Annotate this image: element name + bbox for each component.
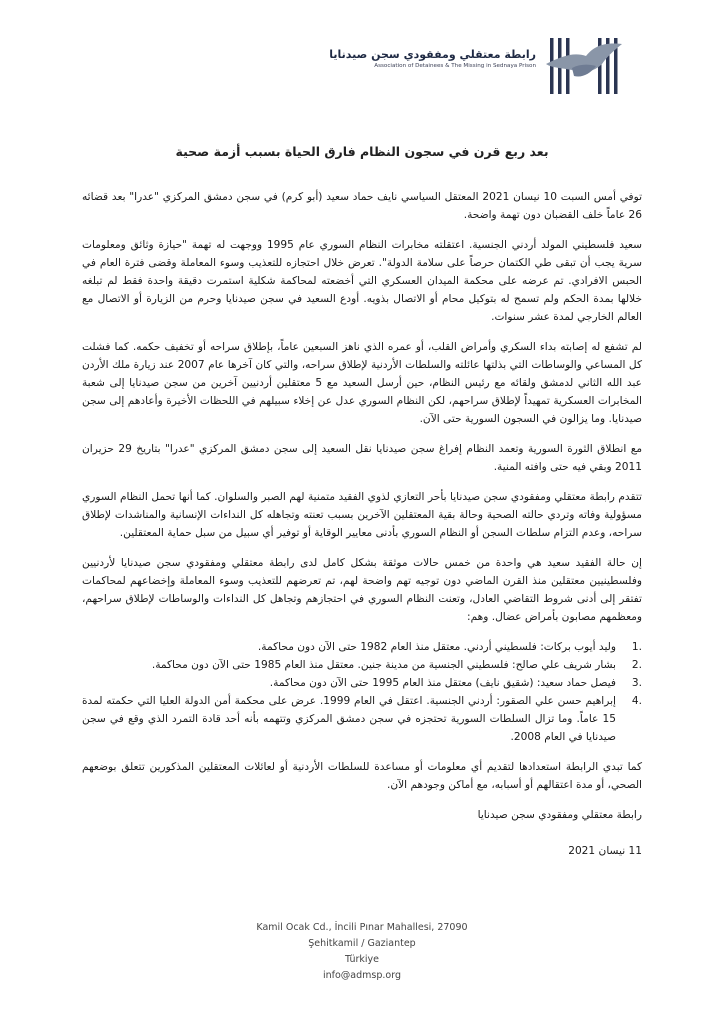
address-line: Şehitkamil / Gaziantep (308, 938, 416, 949)
signature: رابطة معتقلي ومفقودي سجن صيدنايا (477, 809, 642, 821)
list-item (82, 656, 642, 674)
list-number: 4. (631, 695, 642, 707)
closing-paragraph: كما تبدي الرابطة استعدادها لتقديم أي معلومات أو مساعدة للسلطات الأردنية أو لعائلات المعتقلين المذكورين تتعلق بوضعهم الصحي، أو مدة اعتقالهم أو أسبابه، مع أماكن وجودهم الآن. (82, 761, 642, 791)
bird-bars-icon (542, 34, 628, 98)
list-number: 2. (631, 659, 642, 671)
logo-arabic-name: رابطة معتقلي ومفقودي سجن صيدنايا (329, 48, 536, 61)
list-item (82, 674, 642, 692)
logo-text (329, 48, 536, 69)
list-number: 3. (631, 677, 642, 689)
page-title: بعد ربع قرن في سجون النظام فارق الحياة بسبب أزمة صحية (175, 144, 549, 159)
logo-english-name: Association of Detainees & The Missing in Sednaya Prison (374, 63, 536, 69)
address-line: Türkiye (344, 954, 380, 965)
association-logo (318, 34, 628, 98)
list-number: 1. (631, 641, 642, 653)
list-text: وليد أيوب بركات: فلسطيني أردني. معتقل منذ العام 1982 حتى الآن دون محاكمة. (257, 641, 616, 653)
document-date: 11 نيسان 2021 (568, 845, 642, 857)
detainee-list (82, 638, 642, 746)
list-item (82, 638, 642, 656)
paragraph: إن حالة الفقيد سعيد هي واحدة من خمس حالات موثقة بشكل كامل لدى رابطة معتقلي ومفقودي سجن صيدنايا لأردنيين وفلسطينيين معتقلين منذ القرن الماضي دون توجيه تهم واضحة لهم، تم تعرضهم للتعذيب وسوء المعاملة وإخضاعهم لمحاكمات تفتقر إلى أدنى شروط التقاضي العادل، وتعنت النظام السوري في احتجازهم وتجاهل كل النداءات والوساطات لإطلاق سراحهم، ومعظمهم مصابون بأمراض عضال. وهم: (82, 557, 642, 623)
paragraph: توفي أمس السبت 10 نيسان 2021 المعتقل السياسي نايف حماد سعيد (أبو كرم) في سجن دمشق المركزي "عدرا" بعد قضائه 26 عاماً خلف القضبان دون تهمة واضحة. (82, 191, 643, 221)
email-link[interactable]: info@admsp.org (322, 970, 401, 981)
list-text: بشار شريف علي صالح: فلسطيني الجنسية من مدينة جنين. معتقل منذ العام 1985 حتى الآن دون محاكمة. (151, 659, 616, 671)
footer-address (0, 920, 724, 984)
article-body (82, 188, 642, 860)
address-line: Kamil Ocak Cd., İncili Pınar Mahallesi, 27090 (256, 922, 468, 933)
paragraph: مع انطلاق الثورة السورية وتعمد النظام إفراغ سجن صيدنايا نقل السعيد إلى سجن دمشق المركزي "عدرا" بتاريخ 29 حزيران 2011 وبقي فيه حتى وافته المنية. (82, 443, 643, 473)
paragraph: لم تشفع له إصابته بداء السكري وأمراض القلب، أو عمره الذي ناهز السبعين عاماً، بإطلاق سراحه أو تخفيف حكمه. كما فشلت كل المساعي والوساطات التي بذلتها عائلته والسلطات الأردنية لإطلاق سراحه، والتي كان آخرها عام 2007 عند زيارة ملك الأردن عبد الله الثاني لدمشق ولقائه مع رئيس النظام، حين أرسل السعيد مع 5 معتقلين أردنيين آخرين من سجن صيدنايا إلى شعبة المخابرات العسكرية تمهيداً لإطلاق سراحهم، لكن النظام السوري عدل عن إخلاء سبيلهم في اللحظات الأخيرة وأعادهم إلى سجن صيدنايا. وما يزالون في السجون السورية حتى الآن. (82, 341, 642, 425)
paragraph: تتقدم رابطة معتقلي ومفقودي سجن صيدنايا بأحر التعازي لذوي الفقيد متمنية لهم الصبر والسلوان. كما أنها تحمل النظام السوري مسؤولية وفاته وتردي حالته الصحية وحالة بقية المعتقلين الآخرين بسبب تعنته وتجاهله كل النداءات الإنسانية والمناشدات لإطلاق سراحه، وعدم التزام سلطات السجن أو النظام السوري بأدنى معايير الوقاية أو توفير أي سبيل من سبل حماية المعتقلين. (82, 491, 642, 539)
list-item (82, 692, 642, 746)
list-text: فيصل حماد سعيد: (شقيق نايف) معتقل منذ العام 1995 حتى الآن دون محاكمة. (269, 677, 616, 689)
paragraph: سعيد فلسطيني المولد أردني الجنسية. اعتقلته مخابرات النظام السوري عام 1995 ووجهت له تهمة "حيازة وثائق ومعلومات سرية يجب أن تبقى طي الكتمان حرصاً على سلامة الدولة". تعرض خلال احتجازه للتعذيب وسوء المعاملة وقضى فترة العام في الحبس الافرادي. تم عرضه على محكمة الميدان العسكري التي أخضعته لمحاكمة شكلية استمرت دقيقة واحدة فقط لم تبلغه خلالها بمدة الحكم ولم تسمح له بتوكيل محام أو الاتصال بذويه. أودع السعيد في سجن صيدنايا وحرم من الزيارة أو الاتصال مع العالم الخارجي لمدة عشر سنوات. (82, 239, 642, 323)
list-text: إبراهيم حسن علي الصقور: أردني الجنسية. اعتقل في العام 1999. عرض على محكمة أمن الدولة العليا التي حكمته لمدة 15 عاماً. وما تزال السلطات السورية تحتجزه في سجن دمشق المركزي وتتهمه بأنه أحد قادة التمرد الذي وقع في سجن صيدنايا في العام 2008. (82, 695, 616, 743)
